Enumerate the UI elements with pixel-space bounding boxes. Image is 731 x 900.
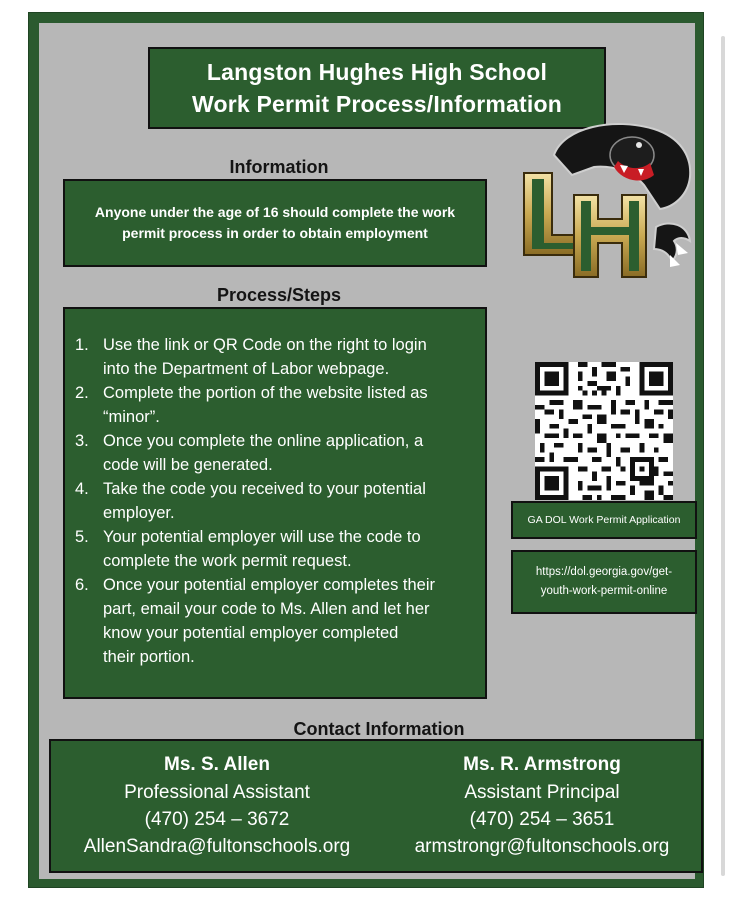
step-line: Complete the portion of the website listed as [103,384,428,402]
step-text [103,573,473,669]
panther-logo-icon [494,115,694,285]
step-line: employer. [103,504,175,522]
step-line: part, email your code to Ms. Allen and let her [103,600,430,618]
steps-list [75,333,473,669]
title-line-1: Langston Hughes High School [206,59,548,85]
step-text [103,477,473,525]
information-text-line-1: Anyone under the age of 16 should complete the work [94,204,456,220]
list-item [75,525,473,573]
step-text [103,333,473,381]
contact-phone: (470) 254 – 3651 [469,809,615,830]
step-number: 5. [75,528,89,546]
step-number: 4. [75,480,89,498]
step-number: 2. [75,384,89,402]
information-heading: Information [229,157,329,177]
step-number: 3. [75,432,89,450]
information-text-line-2: permit process in order to obtain employment [122,225,428,241]
step-line: “minor”. [103,408,160,426]
contact-name: Ms. S. Allen [164,754,270,775]
list-item [75,573,473,669]
qr-label-box [511,501,697,539]
work-permit-link[interactable] [536,563,672,601]
step-text [103,381,473,429]
contact-box [49,739,703,873]
contact-card-armstrong [387,751,697,860]
step-line: Your potential employer will use the code to [103,528,421,546]
contact-email[interactable]: AllenSandra@fultonschools.org [83,836,351,857]
contact-phone: (470) 254 – 3672 [144,809,290,830]
list-item [75,477,473,525]
step-text [103,429,473,477]
qr-code-icon[interactable] [535,362,673,500]
contact-title: Assistant Principal [464,782,620,803]
information-box [63,179,487,267]
step-line: know your potential employer completed [103,624,399,642]
step-line: their portion. [103,648,195,666]
contact-email[interactable]: armstrongr@fultonschools.org [414,836,670,857]
flyer [28,12,704,888]
step-line: Once you complete the online application, a [103,432,424,450]
flyer-panel [39,23,695,879]
contact-name: Ms. R. Armstrong [463,754,621,775]
process-steps-box [63,307,487,699]
url-line-1[interactable]: https://dol.georgia.gov/get- [535,566,673,578]
qr-label: GA DOL Work Permit Application [527,514,681,526]
step-number: 6. [75,576,89,594]
list-item [75,429,473,477]
step-text [103,525,473,573]
step-line: Use the link or QR Code on the right to login [103,336,427,354]
step-line: into the Department of Labor webpage. [103,360,390,378]
url-box[interactable] [511,550,697,614]
process-heading: Process/Steps [216,285,342,305]
step-line: code will be generated. [103,456,273,474]
step-line: Take the code you received to your potential [103,480,426,498]
contact-card-allen [67,751,367,860]
step-number: 1. [75,336,89,354]
step-line: Once your potential employer completes their [103,576,435,594]
step-line: complete the work permit request. [103,552,352,570]
list-item [75,381,473,429]
information-text [95,202,455,244]
contact-heading: Contact Information [293,719,465,739]
url-line-2[interactable]: youth-work-permit-online [540,585,668,597]
title-line-2: Work Permit Process/Information [191,91,563,117]
list-item [75,333,473,381]
scrollbar[interactable] [721,36,725,876]
contact-title: Professional Assistant [124,782,310,803]
